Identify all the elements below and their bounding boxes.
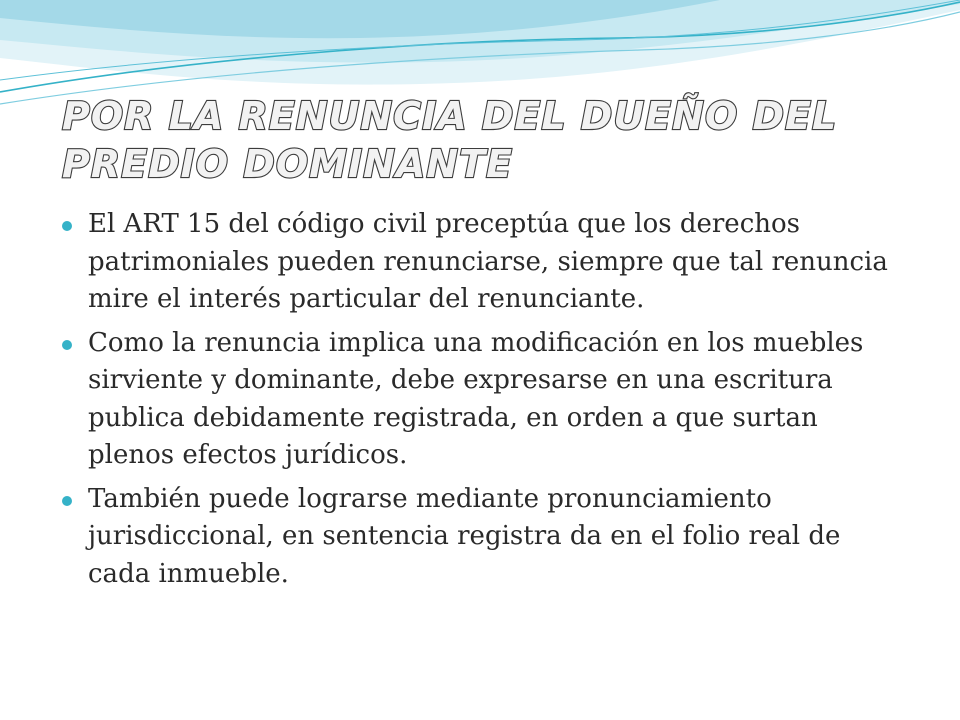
bullet-text: También puede lograrse mediante pronunciamiento jurisdiccional, en sentencia registra da en el folio real de cada inmueble. <box>88 483 841 589</box>
bullet-dot-icon <box>62 340 72 350</box>
slide-title: POR LA RENUNCIA DEL DUEÑO DEL PREDIO DOMINANTE <box>62 94 838 186</box>
bullet-item <box>62 206 892 319</box>
bullet-dot-icon <box>62 221 72 231</box>
bullet-item <box>62 325 892 475</box>
bullet-text: El ART 15 del código civil preceptúa que los derechos patrimoniales pueden renunciarse, siempre que tal renuncia mire el interés particular del renunciante. <box>88 209 888 314</box>
bullet-text: Como la renuncia implica una modificación en los muebles sirviente y dominante, debe expresarse en una escritura publica debidamente registrada, en orden a que surtan plenos efectos jurídicos. <box>88 327 864 470</box>
bullet-list <box>62 206 892 599</box>
bullet-dot-icon <box>62 496 72 506</box>
bullet-item <box>62 481 892 594</box>
